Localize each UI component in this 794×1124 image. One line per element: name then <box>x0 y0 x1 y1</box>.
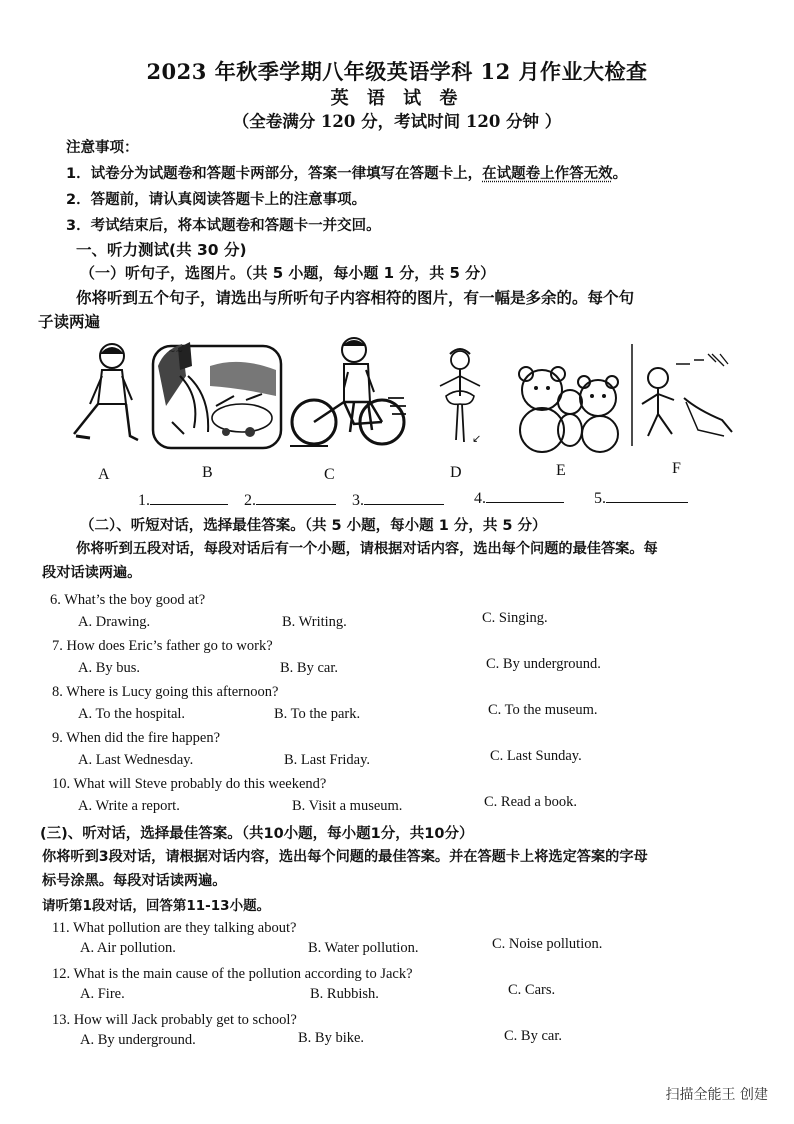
section3-instruction-cont: 标号涂黑。每段对话读两遍。 <box>42 873 227 889</box>
question-9-option-a[interactable]: A. Last Wednesday. <box>78 752 194 768</box>
note-item-3: 3．考试结束后，将本试题卷和答题卡一并交回。 <box>66 218 381 234</box>
question-7: 7. How does Eric’s father go to work? <box>52 638 273 654</box>
picture-d-ballet-girl <box>434 346 484 454</box>
question-13: 13. How will Jack probably get to school? <box>52 1012 297 1028</box>
answer-blank-number: 3. <box>352 492 364 509</box>
question-12-option-b[interactable]: B. Rubbish. <box>310 986 379 1002</box>
picture-c-boy-on-bike <box>288 336 408 452</box>
question-9-option-b[interactable]: B. Last Friday. <box>284 752 371 768</box>
notes-heading: 注意事项： <box>66 140 139 156</box>
answer-blank-1[interactable] <box>138 490 228 510</box>
exam-info: （全卷满分 120 分，考试时间 120 分钟 ） <box>232 112 562 131</box>
picture-label-b: B <box>202 464 213 481</box>
question-6-option-b[interactable]: B. Writing. <box>282 614 347 630</box>
question-7-option-c[interactable]: C. By underground. <box>486 656 601 672</box>
picture-f-exhausted-runner <box>628 340 740 450</box>
answer-blank-number: 4. <box>474 490 486 507</box>
question-7-option-a[interactable]: A. By bus. <box>78 660 141 676</box>
section2-heading: （二）、听短对话，选择最佳答案。（共 5 小题，每小题 1 分，共 5 分） <box>80 518 547 534</box>
note-item-1-text: 1．试卷分为试题卷和答题卡两部分，答案一律填写在答题卡上， <box>66 166 483 182</box>
question-11-option-a[interactable]: A. Air pollution. <box>80 940 176 956</box>
picture-label-e: E <box>556 462 566 479</box>
question-9-option-c[interactable]: C. Last Sunday. <box>490 748 582 764</box>
note-item-1 <box>66 162 627 183</box>
svg-text:↙: ↙ <box>472 432 482 445</box>
question-6-option-a[interactable]: A. Drawing. <box>78 614 151 630</box>
section1-heading: （一）听句子，选图片。（共 5 小题，每小题 1 分，共 5 分） <box>80 264 496 282</box>
section3-sub-instruction: 请听第1段对话，回答第11-13小题。 <box>42 898 271 914</box>
question-10: 10. What will Steve probably do this weekend? <box>52 776 327 792</box>
section2-instruction-cont: 段对话读两遍。 <box>42 565 142 581</box>
answer-blank-2[interactable] <box>244 490 336 510</box>
section3-heading: (三)、听对话，选择最佳答案。（共10小题，每小题1分，共10分） <box>40 826 474 842</box>
note-item-1-end: 。 <box>612 166 628 182</box>
picture-label-a: A <box>98 466 110 483</box>
question-6: 6. What’s the boy good at? <box>50 592 206 608</box>
question-11: 11. What pollution are they talking about? <box>52 920 297 936</box>
picture-label-d: D <box>450 464 462 481</box>
part1-heading: 一、听力测试(共 30 分) <box>76 241 247 259</box>
question-12: 12. What is the main cause of the pollution according to Jack? <box>52 966 413 982</box>
question-10-option-a[interactable]: A. Write a report. <box>78 798 180 814</box>
question-12-option-c[interactable]: C. Cars. <box>508 982 556 998</box>
picture-e-teddy-bears <box>512 360 622 456</box>
picture-label-c: C <box>324 466 335 483</box>
question-6-option-c[interactable]: C. Singing. <box>482 610 548 626</box>
question-9: 9. When did the fire happen? <box>52 730 221 746</box>
question-13-option-b[interactable]: B. By bike. <box>298 1030 365 1046</box>
answer-blank-number: 1. <box>138 492 150 509</box>
question-8-option-c[interactable]: C. To the museum. <box>488 702 598 718</box>
question-13-option-c[interactable]: C. By car. <box>504 1028 562 1044</box>
question-8-option-b[interactable]: B. To the park. <box>274 706 361 722</box>
answer-blank-number: 2. <box>244 492 256 509</box>
picture-a-injured-boy <box>68 340 144 450</box>
answer-blank-5[interactable] <box>594 488 688 508</box>
scanner-watermark: 扫描全能王 创建 <box>665 1087 768 1103</box>
svg-text:~~: ~~ <box>168 347 184 357</box>
answer-blank-4[interactable] <box>474 488 564 508</box>
section1-instruction-cont: 子读两遍 <box>38 313 101 331</box>
question-13-option-a[interactable]: A. By underground. <box>80 1032 196 1048</box>
question-8-option-a[interactable]: A. To the hospital. <box>78 706 186 722</box>
note-item-1-emphasis: 在试题卷上作答无效 <box>482 166 613 182</box>
question-10-option-c[interactable]: C. Read a book. <box>484 794 578 810</box>
exam-subtitle: 英 语 试 卷 <box>330 88 464 109</box>
picture-b-polluted-water <box>150 336 284 452</box>
note-item-2: 2．答题前，请认真阅读答题卡上的注意事项。 <box>66 192 367 208</box>
question-7-option-b[interactable]: B. By car. <box>280 660 338 676</box>
question-11-option-b[interactable]: B. Water pollution. <box>308 940 419 956</box>
question-12-option-a[interactable]: A. Fire. <box>80 986 125 1002</box>
section2-instruction: 你将听到五段对话，每段对话后有一个小题，请根据对话内容，选出每个问题的最佳答案。每 <box>76 541 658 557</box>
section3-instruction: 你将听到3段对话，请根据对话内容，选出每个问题的最佳答案。并在答题卡上将选定答案的字母 <box>42 849 648 865</box>
question-10-option-b[interactable]: B. Visit a museum. <box>292 798 403 814</box>
answer-blank-3[interactable] <box>352 490 444 510</box>
picture-label-f: F <box>672 460 681 477</box>
question-11-option-c[interactable]: C. Noise pollution. <box>492 936 603 952</box>
question-8: 8. Where is Lucy going this afternoon? <box>52 684 279 700</box>
answer-blank-number: 5. <box>594 490 606 507</box>
exam-title: 2023 年秋季学期八年级英语学科 12 月作业大检查 <box>146 59 648 84</box>
section1-instruction: 你将听到五个句子，请选出与所听句子内容相符的图片，有一幅是多余的。每个句 <box>76 289 635 307</box>
